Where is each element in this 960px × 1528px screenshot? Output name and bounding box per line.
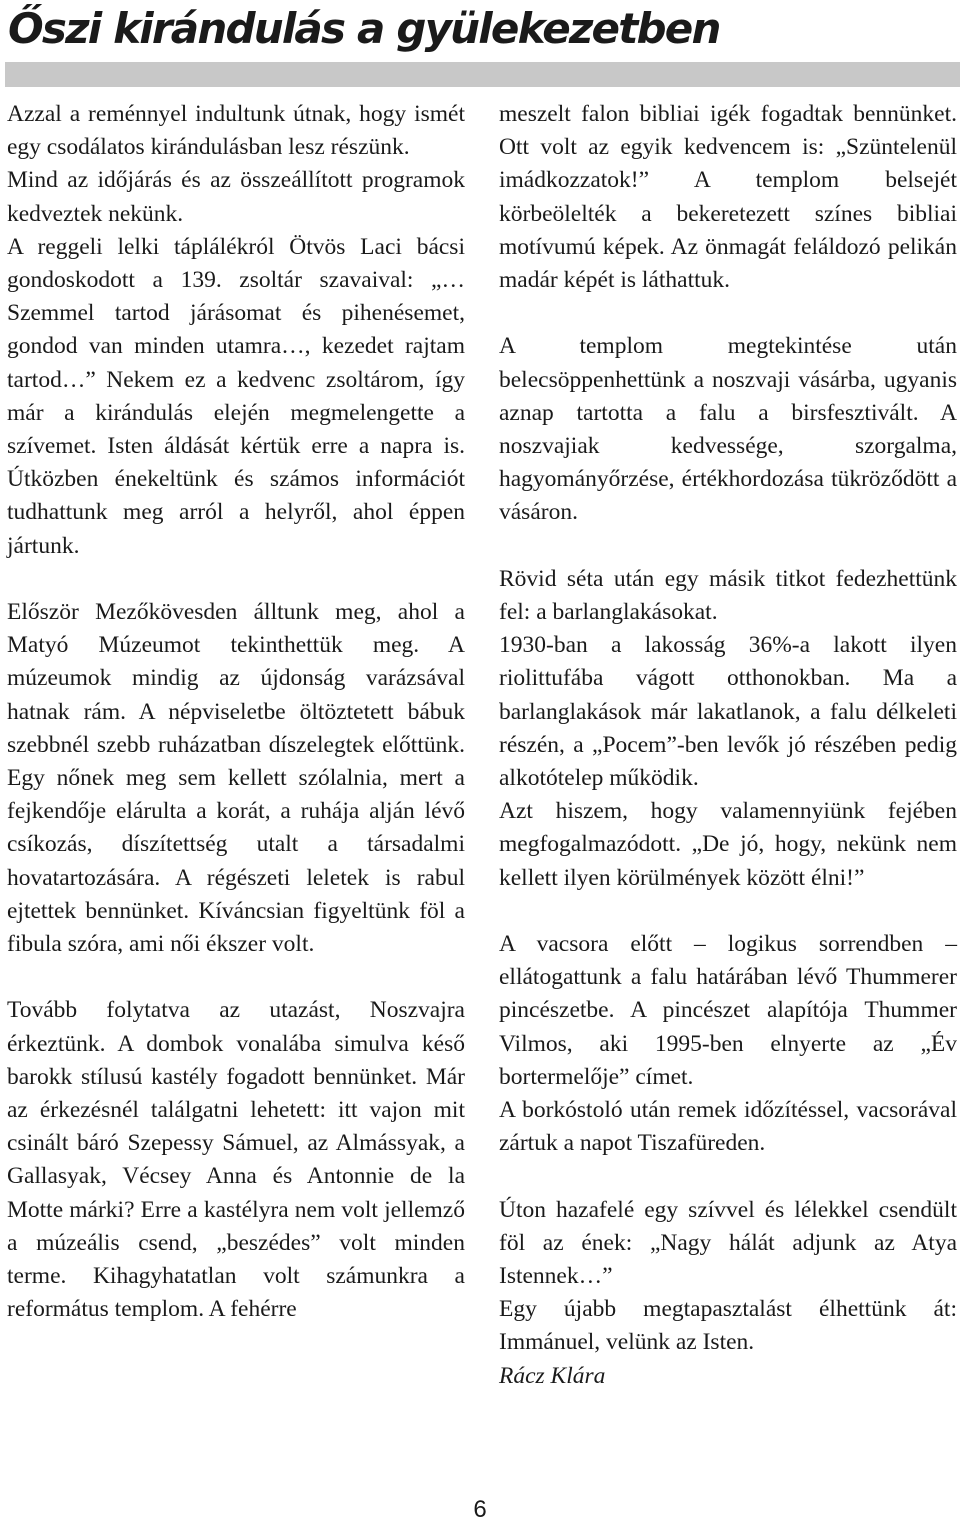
paragraph: meszelt falon bibliai igék fogadtak bennünket. Ott volt az egyik kedvencem is: „Szüntelenül imádkozzatok!” A templom belsejét körbeölelték a bekeretezett színes bibliai motívumú képek. Az önmagát feláldozó pelikán madár képét is láthattuk. [499,101,957,294]
paragraph: Azzal a reménnyel indultunk útnak, hogy ismét egy csodálatos kirándulásban lesz részünk. [7,101,465,161]
right-column [499,98,957,1426]
paragraph: A templom megtekintése után belecsöppenhettünk a noszvaji vásárba, ugyanis aznap tartotta a falu a birsfesztivált. A noszvajiak kedvessége, szorgalma, hagyományőrzése, értékhordozása tükröződött a vásáron. [499,333,957,526]
paragraph: A reggeli lelki táplálékról Ötvös Laci bácsi gondoskodott a 139. zsoltár szavaival: „…Szemmel tartod járásomat és pihenésemet, gondod van minden utamra…, kezedet rajtam tartod…” Nekem ez a kedvenc zsoltárom, így már a kirándulás elején megmelengette a szívemet. Isten áldását kértük erre a napra is. Útközben énekeltünk és számos információt tudhattunk meg arról a helyről, ahol éppen jártunk. [7,233,465,559]
paragraph: Először Mezőkövesden álltunk meg, ahol a Matyó Múzeumot tekinthettük meg. A múzeumok mindig az újdonság varázsával hatnak rám. A népviseletbe öltöztetett bábuk szebbnél szebb ruházatban díszelegtek előttünk. Egy nőnek meg sem kellett szólalnia, mert a fejkendője elárulta a korát, a ruhája alján lévő csíkozás, díszítettség utalt a társadalmi hovatartozására. A régészeti leletek is rabul ejtettek bennünket. Kíváncsian figyeltünk föl a fibula szóra, ami női ékszer volt. [7,599,465,958]
author-signature: Rácz Klára [499,1362,606,1389]
paragraph: A borkóstoló után remek időzítéssel, vacsorával zártuk a napot Tiszafüreden. [499,1097,957,1157]
article-title: Őszi kirándulás a gyülekezetben [8,4,720,53]
paragraph: A vacsora előtt – logikus sorrendben – ellátogattunk a falu határában lévő Thummerer pincészetbe. A pincészet alapítója Thummer Vilmos, aki 1995-ben elnyerte az „Év bortermelője” címet. [499,931,957,1090]
paragraph: Tovább folytatva az utazást, Noszvajra érkeztünk. A dombok vonalába simulva késő barokk stílusú kastély fogadott bennünket. Már az érkezésnél találgatni lehetett: itt vajon mit csinált báró Szepessy Sámuel, az Almássyak, a Gallasyak, Vécsey Anna és Antonnie de la Motte márki? Erre a kastélyra nem volt jellemző a múzeális csend, „beszédes” volt minden terme. Kihagyhatatlan volt számunkra a református templom. A fehérre [7,997,465,1323]
paragraph: Azt hiszem, hogy valamennyiünk fejében megfogalmazódott. „De jó, hogy, nekünk nem kellett ilyen körülmények között élni!” [499,798,957,891]
paragraph: Mind az időjárás és az összeállított programok kedveztek nekünk. [7,167,465,227]
page-number: 6 [473,1496,487,1523]
left-column [7,98,465,1326]
paragraph: Egy újabb megtapasztalást élhettünk át: Immánuel, velünk az Isten. [499,1296,957,1356]
paragraph: Úton hazafelé egy szívvel és lélekkel csendült föl az ének: „Nagy hálát adjunk az Atya Istennek…” [499,1196,957,1290]
title-underline-bar [5,62,960,87]
paragraph: 1930-ban a lakosság 36%-a lakott ilyen riolittufába vágott otthonokban. Ma a barlanglakások már lakatlanok, a falu délkeleti részén, a „Pocem”-ben levők jó részében pedig alkotótelep működik. [499,632,957,792]
paragraph: Rövid séta után egy másik titkot fedezhettünk fel: a barlanglakásokat. [499,565,957,626]
